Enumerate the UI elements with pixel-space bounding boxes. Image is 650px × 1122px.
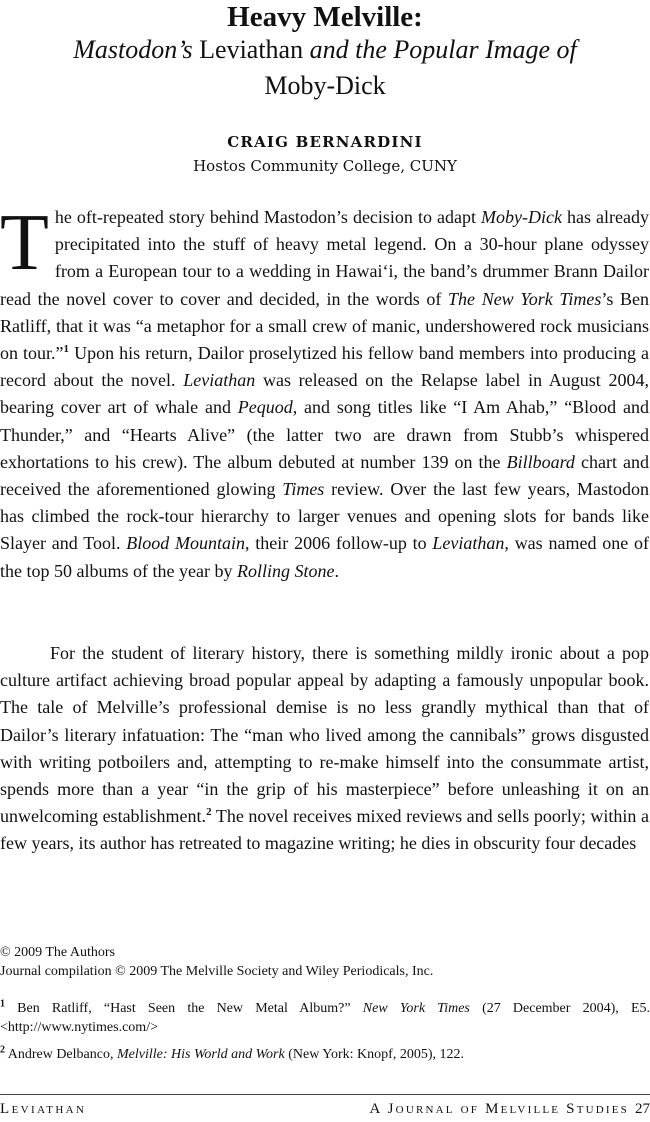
copyright-line-2: Journal compilation © 2009 The Melville Society and Wiley Periodicals, Inc. (0, 964, 434, 979)
text-run-italic: The New York Times (448, 288, 602, 309)
copyright-notice (0, 943, 650, 981)
text-run-italic: Pequod (237, 397, 293, 418)
text-run: , their 2006 follow-up to (245, 533, 433, 554)
text-run: Upon his return, Dailor proselytized his fellow band members into producing a record about the novel. (0, 343, 649, 391)
text-run: , and song titles like “I Am Ahab,” “Blood and Thunder,” and “Hearts Alive” (the latter two are drawn from Stubb’s whispered exhortations to his crew). The album debuted at number 139 on the (0, 397, 649, 472)
text-run: ’s Ben Ratliff, that it was “a metaphor for a small crew of manic, undershowered rock musicians on tour.” (0, 288, 649, 364)
body-paragraph-1 (0, 199, 649, 585)
text-run: review. Over the last few years, Mastodon has climbed the rock-tour hierarchy to larger venues and opening slots for bands like Slayer and Tool. (0, 479, 649, 554)
text-run: For the student of literary history, there is something mildly ironic about a pop culture artifact achieving broad popular appeal by adapting a famously unpopular book. The tale of Melville’s professional demise is no less grandly mythical than that of Dailor’s literary infatuation: The “man who lived among the cannibals” grows disgusted with writing potboilers and, attempting to re-make himself into the consummate artist, spends more than a year “in the grip of his masterpiece” before unleashing it on an unwelcoming establishment. (0, 643, 649, 827)
text-run-italic: Rolling Stone (236, 560, 335, 581)
drop-cap: T (0, 199, 49, 287)
body-paragraph-2 (0, 640, 649, 858)
page-number: 27 (635, 1101, 650, 1117)
footer-right (369, 1101, 650, 1118)
footnote-2 (0, 1045, 650, 1064)
footnote-text-italic: Melville: His World and Work (116, 1047, 285, 1062)
text-run: has already precipitated into the stuff of heavy metal legend. On a 30-hour plane odyssey from a European tour to a wedding in Hawai‘i, the band’s drummer Brann Dailor read the novel cover to cover and decided, in the words of (0, 207, 649, 309)
footnote-number: 2 (0, 1044, 5, 1056)
text-run: chart and received the aforementioned glowing (0, 451, 649, 500)
text-run-italic: Times (282, 479, 325, 500)
text-run: was released on the Relapse label in August 2004, bearing cover art of whale and (0, 370, 649, 418)
article-title: Heavy Melville: (227, 1, 423, 33)
text-run: . (334, 560, 339, 581)
subtitle-part3: and the Popular Image of (309, 35, 577, 64)
text-run: The novel receives mixed reviews and sells poorly; within a few years, its author has retreated to magazine writing; he dies in obscurity four decades (0, 806, 649, 854)
article-subtitle-line2: Moby-Dick (264, 71, 386, 100)
footnote-text: Ben Ratliff, “Hast Seen the New Metal Album?” (5, 1001, 363, 1016)
footnotes (0, 999, 650, 1072)
text-run-italic: Billboard (506, 451, 575, 472)
footer-journal-short: Leviathan (0, 1101, 87, 1117)
text-run-italic: Moby-Dick (481, 207, 562, 227)
running-footer (0, 1101, 650, 1121)
text-run-italic: Blood Mountain (126, 533, 246, 554)
article-subtitle-line1 (0, 33, 650, 67)
footnote-text: (New York: Knopf, 2005), 122. (284, 1047, 464, 1062)
footnote-ref-2[interactable]: 2 (206, 806, 212, 819)
author-affiliation: Hostos Community College, CUNY (193, 157, 457, 175)
text-run-italic: Leviathan (432, 533, 505, 554)
footnote-1 (0, 999, 650, 1037)
text-run: , was named one of the top 50 albums of the year by (0, 533, 649, 581)
footnote-text: Andrew Delbanco, (5, 1047, 117, 1062)
footer-journal-full: A Journal of Melville Studies (369, 1101, 629, 1117)
copyright-line-1: © 2009 The Authors (0, 945, 115, 960)
footnote-number: 1 (0, 998, 5, 1010)
text-run-italic: Leviathan (183, 370, 256, 391)
footnote-text: (27 December 2004), E5. <http://www.nytimes.com/> (0, 1001, 650, 1035)
text-run: he oft-repeated story behind Mastodon’s decision to adapt (54, 207, 481, 227)
subtitle-part1: Mastodon’s (73, 35, 193, 64)
footnote-text-italic: New York Times (362, 1001, 470, 1016)
subtitle-part2: Leviathan (192, 35, 310, 64)
footer-divider (0, 1094, 650, 1095)
footnote-ref-1[interactable]: 1 (63, 343, 70, 356)
author-name: CRAIG BERNARDINI (227, 133, 423, 151)
